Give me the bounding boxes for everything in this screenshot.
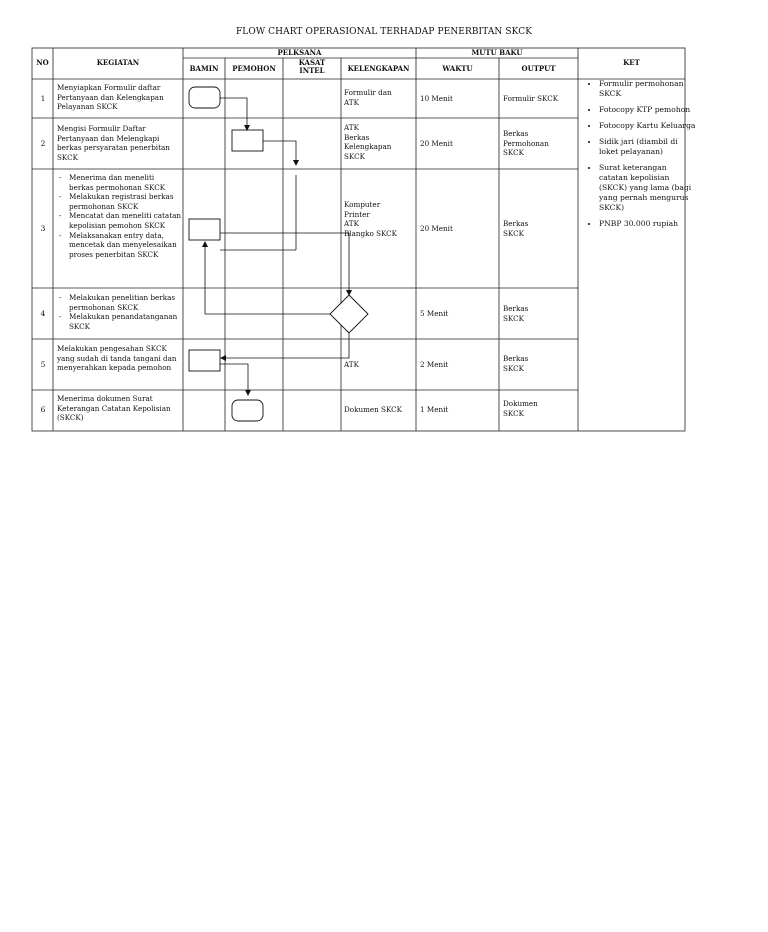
row-4-kegiatan-item: - Melakukan penandatanganan SKCK [57, 312, 181, 331]
ket-item: • Sidik jari (diambil di loket pelayanan) [599, 137, 697, 157]
row-2-kegiatan: Mengisi Formulir Daftar Pertanyaan dan Melengkapi berkas persyaratan penerbitan SKCK [57, 124, 170, 162]
row-5-output: Berkas SKCK [503, 354, 529, 373]
row-6-waktu: 1 Menit [420, 405, 449, 414]
ket-item: • PNBP 30.000 rupiah [599, 219, 697, 229]
row-1-no: 1 [40, 94, 46, 103]
row-2-output: Berkas Permohonan SKCK [503, 129, 549, 158]
process-pemohon-shape [232, 130, 263, 151]
row-6-kegiatan: Menerima dokumen Surat Keterangan Catatan Kepolisian (SKCK) [57, 394, 171, 423]
row-2-waktu: 20 Menit [420, 139, 453, 148]
row-6-kelengkapan: Dokumen SKCK [344, 405, 403, 414]
process-bamin-sign-shape [189, 350, 220, 371]
header-kelengkapan: KELENGKAPAN [347, 64, 410, 73]
decision-kasat-shape [330, 295, 368, 333]
header-pelaksana: PELKSANA [277, 48, 322, 57]
row-3-no: 3 [40, 224, 46, 233]
row-4-waktu: 5 Menit [420, 309, 449, 318]
row-3-waktu: 20 Menit [420, 224, 453, 233]
row-3-kelengkapan: Komputer Printer ATK Blangko SKCK [344, 200, 398, 238]
row-1-kegiatan: Menyiapkan Formulir daftar Pertanyaan dan Kelengkapan Pelayanan SKCK [57, 83, 164, 112]
row-4-kegiatan [57, 293, 181, 331]
header-pemohon: PEMOHON [232, 64, 276, 73]
page-title: FLOW CHART OPERASIONAL TERHADAP PENERBITAN SKCK [235, 27, 533, 37]
end-terminal-shape [232, 400, 263, 421]
process-bamin-shape [189, 219, 220, 240]
header-bamin: BAMIN [189, 64, 219, 73]
row-5-kelengkapan: ATK [344, 360, 359, 369]
header-no: NO [36, 58, 49, 67]
row-1-output: Formulir SKCK [503, 94, 559, 103]
header-kasat-intel: KASAT INTEL [298, 58, 326, 75]
row-1-waktu: 10 Menit [420, 94, 453, 103]
row-5-waktu: 2 Menit [420, 360, 449, 369]
header-output: OUTPUT [521, 64, 556, 73]
row-5-no: 5 [40, 360, 46, 369]
row-3-kegiatan [57, 173, 181, 259]
ket-item: • Surat keterangan catatan kepolisian (SKCK) yang lama (bagi yang pernah mengurus SKCK) [599, 163, 697, 213]
ket-item: • Fotocopy KTP pemohon [599, 105, 697, 115]
ket-list [584, 79, 697, 235]
row-3-kegiatan-item: - Melaksanakan entry data, mencetak dan menyelesaikan proses penerbitan SKCK [57, 231, 181, 260]
row-4-output: Berkas SKCK [503, 304, 529, 323]
row-3-kegiatan-item: - Melakukan registrasi berkas permohonan SKCK [57, 192, 181, 211]
row-2-kelengkapan: ATK Berkas Kelengkapan SKCK [344, 123, 392, 161]
row-6-no: 6 [40, 405, 46, 414]
start-terminal-shape [189, 87, 220, 108]
row-3-kegiatan-item: - Menerima dan meneliti berkas permohonan SKCK [57, 173, 181, 192]
header-waktu: WAKTU [442, 64, 473, 73]
row-6-output: Dokumen SKCK [503, 399, 538, 418]
row-3-output: Berkas SKCK [503, 219, 529, 238]
row-4-no: 4 [40, 309, 46, 318]
ket-item: • Fotocopy Kartu Keluarga [599, 121, 697, 131]
header-kegiatan: KEGIATAN [96, 58, 140, 67]
flow-connectors [205, 98, 349, 395]
ket-item: • Formulir permohonan SKCK [599, 79, 697, 99]
header-ket: KET [623, 58, 640, 67]
row-3-kegiatan-item: - Mencatat dan meneliti catatan kepolisian pemohon SKCK [57, 211, 181, 230]
header-mutu-baku: MUTU BAKU [471, 48, 523, 57]
row-5-kegiatan: Melakukan pengesahan SKCK yang sudah di tanda tangani dan menyerahkan kepada pemohon [57, 344, 177, 373]
row-4-kegiatan-item: - Melakukan penelitian berkas permohonan SKCK [57, 293, 181, 312]
row-1-kelengkapan: Formulir dan ATK [344, 88, 392, 107]
row-2-no: 2 [40, 139, 46, 148]
